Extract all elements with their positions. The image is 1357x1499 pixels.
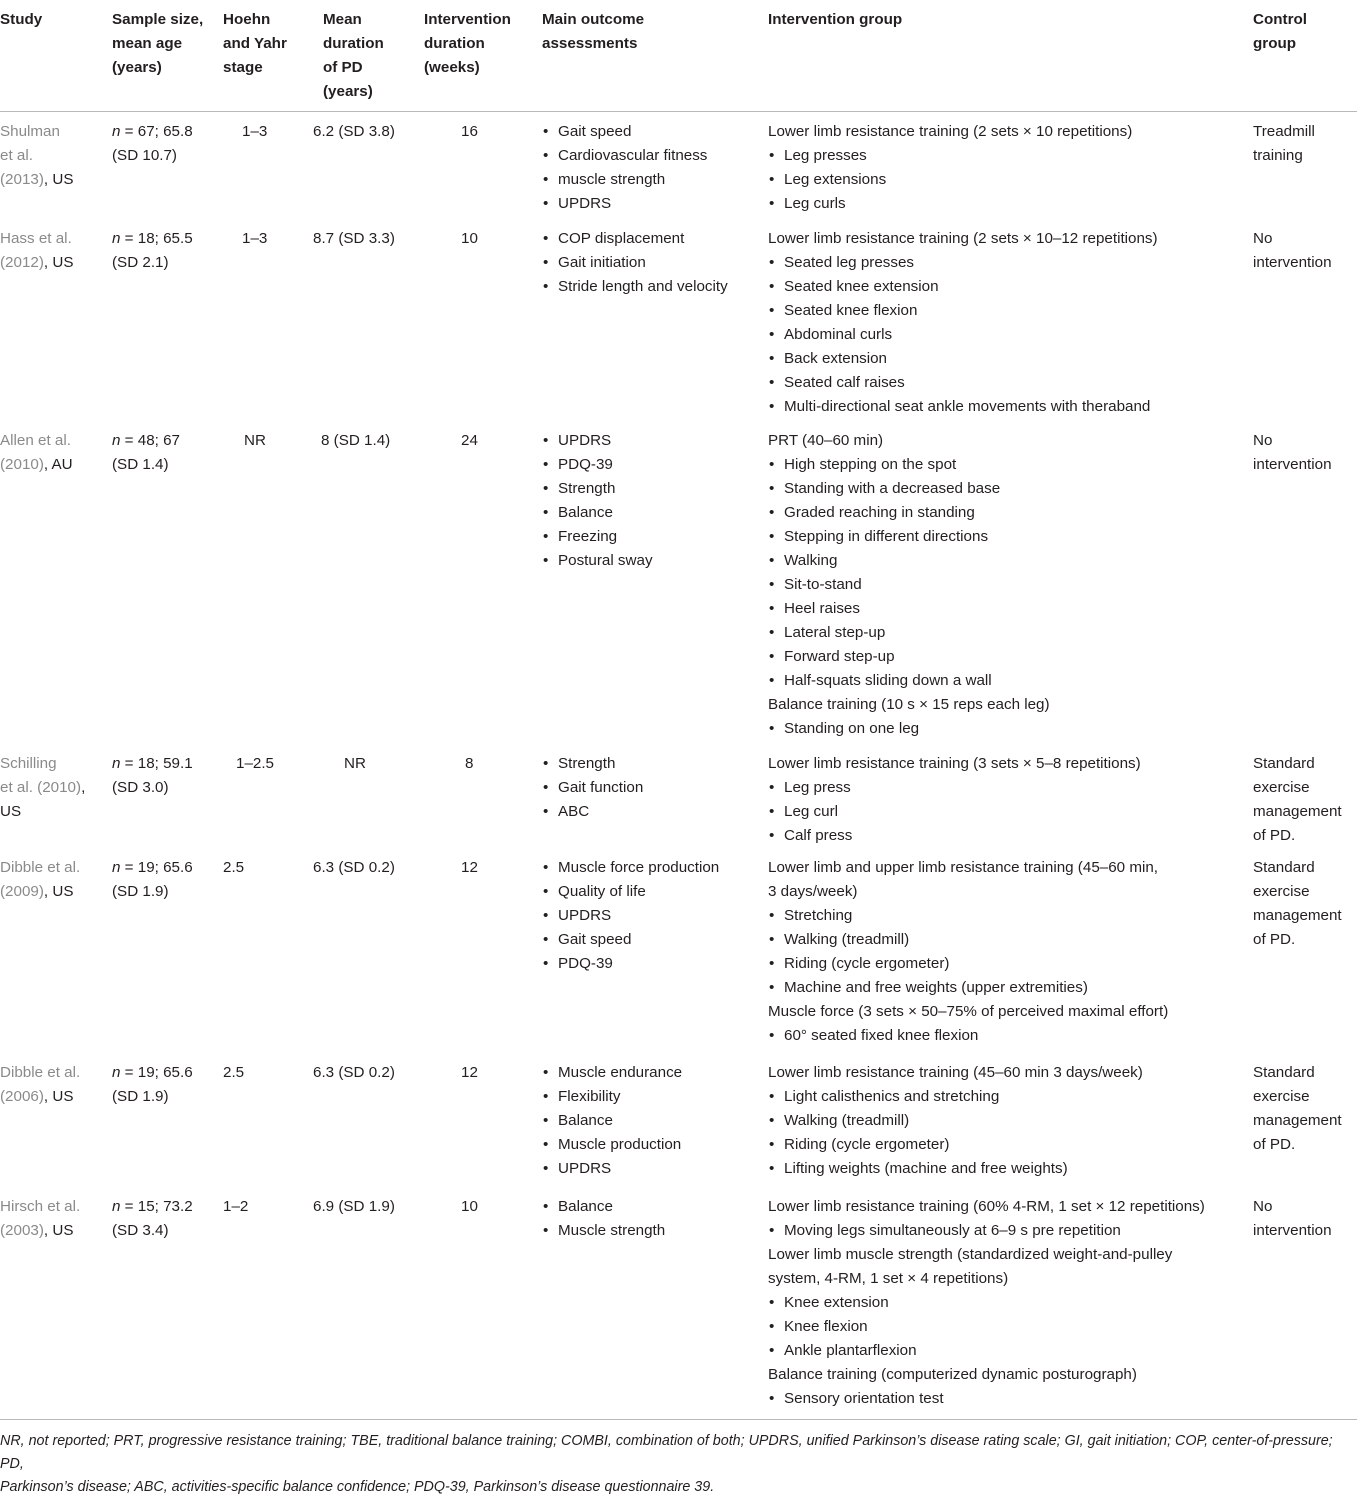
control-line: No [1253,432,1273,449]
intervention-cell [768,1061,1143,1181]
intervention-list [768,1024,1168,1048]
header-hoehn-yahr: Hoehn and Yahr stage [223,11,287,76]
control-line: exercise [1253,883,1310,900]
outcomes-list [542,120,707,216]
study-line [0,453,73,477]
duration-pd-cell: 6.3 (SD 0.2) [313,1064,395,1081]
outcomes-cell [542,429,653,573]
intervention-weeks-cell: 12 [461,859,478,876]
study-reference[interactable]: (2012) [0,254,44,271]
intervention-item: • Sit-to-stand [768,573,1050,597]
intervention-list [768,717,1050,741]
intervention-cell [768,120,1132,216]
sample-cell [112,1195,193,1243]
intervention-item: • Walking (treadmill) [768,1109,1143,1133]
sample-line [112,856,193,880]
intervention-item: • Leg curls [768,192,1132,216]
study-reference[interactable]: Hass et al. [0,230,72,247]
header-control-group: Control group [1253,11,1307,52]
header-outcomes: Main outcome assessments [542,11,645,52]
intervention-item: • Walking [768,549,1050,573]
sample-sd: (SD 1.4) [112,456,169,473]
duration-pd-cell: 8 (SD 1.4) [321,432,391,449]
outcomes-list [542,429,653,573]
intervention-list [768,251,1158,419]
intervention-item: • Lifting weights (machine and free weights) [768,1157,1143,1181]
intervention-item: • Leg presses [768,144,1132,168]
intervention-heading: Balance training (computerized dynamic posturograph) [768,1366,1137,1383]
outcomes-cell [542,856,719,976]
intervention-weeks-cell: 10 [461,1198,478,1215]
intervention-item: • Graded reaching in standing [768,501,1050,525]
control-line: of PD. [1253,931,1296,948]
header-intervention-group: Intervention group [768,11,903,28]
control-cell [1253,856,1342,952]
control-cell [1253,429,1332,477]
intervention-item: • Riding (cycle ergometer) [768,1133,1143,1157]
control-line: No [1253,1198,1273,1215]
intervention-item: • Stretching [768,904,1168,928]
footnote-line-2: Parkinson’s disease; ABC, activities-specific balance confidence; PDQ-39, Parkinson’s disease questionnaire 39. [0,1479,715,1495]
intervention-heading-cont: system, 4-RM, 1 set × 4 repetitions) [768,1270,1009,1287]
study-line [0,1195,80,1219]
study-country: , US [43,254,74,271]
intervention-weeks-cell: 8 [465,755,474,772]
study-reference[interactable]: (2010) [0,456,44,473]
study-line [0,776,85,800]
intervention-item: • Machine and free weights (upper extremities) [768,976,1168,1000]
intervention-list [768,144,1132,216]
control-line: of PD. [1253,1136,1296,1153]
intervention-heading: Lower limb resistance training (2 sets × 10–12 repetitions) [768,230,1158,247]
study-reference[interactable]: Shulman [0,123,60,140]
sample-n-label: n [112,1064,121,1081]
intervention-item: • Ankle plantarflexion [768,1339,1205,1363]
sample-sd: (SD 3.4) [112,1222,169,1239]
sample-size-age: = 48; 67 [120,432,180,449]
control-line: training [1253,147,1303,164]
intervention-cell [768,856,1168,1048]
study-line [0,120,73,144]
intervention-heading: Lower limb resistance training (60% 4-RM, 1 set × 12 repetitions) [768,1198,1205,1215]
outcome-item: • Balance [542,501,653,525]
control-cell [1253,120,1315,168]
study-reference[interactable]: Allen et al. [0,432,71,449]
intervention-item: • Leg press [768,776,1141,800]
outcomes-list [542,752,643,824]
intervention-item: • Seated knee extension [768,275,1158,299]
sample-size-age: = 67; 65.8 [120,123,193,140]
control-line: management [1253,907,1342,924]
outcome-item: • COP displacement [542,227,728,251]
intervention-heading: Lower limb muscle strength (standardized weight-and-pulley [768,1246,1173,1263]
study-line [0,752,85,776]
outcomes-list [542,1195,665,1243]
duration-pd-cell: 6.2 (SD 3.8) [313,123,395,140]
intervention-item: • Abdominal curls [768,323,1158,347]
sample-n-label: n [112,755,121,772]
intervention-list [768,1085,1143,1181]
intervention-list [768,1387,1205,1411]
outcome-item: • Strength [542,752,643,776]
intervention-item: • Leg curl [768,800,1141,824]
outcome-item: • Gait speed [542,120,707,144]
outcome-item: • Balance [542,1109,682,1133]
sample-line [112,227,193,251]
sample-size-age: = 19; 65.6 [120,859,193,876]
duration-pd-cell: NR [344,755,366,772]
sample-cell [112,1061,193,1109]
intervention-list [768,1219,1205,1243]
intervention-cell [768,429,1050,741]
study-country: , US [43,1088,74,1105]
intervention-cell [768,227,1158,419]
hoehn-yahr-cell: 1–3 [242,230,268,247]
control-line: of PD. [1253,827,1296,844]
intervention-heading: Balance training (10 s × 15 reps each leg) [768,696,1050,713]
intervention-item: • Moving legs simultaneously at 6–9 s pre repetition [768,1219,1205,1243]
intervention-heading: Muscle force (3 sets × 50–75% of perceived maximal effort) [768,1003,1169,1020]
outcomes-cell [542,227,728,299]
intervention-item: • Standing on one leg [768,717,1050,741]
intervention-item: • Standing with a decreased base [768,477,1050,501]
hoehn-yahr-cell: 1–3 [242,123,268,140]
sample-sd: (SD 1.9) [112,883,169,900]
intervention-item: • Riding (cycle ergometer) [768,952,1168,976]
sample-line [112,120,193,144]
outcome-item: • UPDRS [542,429,653,453]
sample-n-label: n [112,432,121,449]
outcome-item: • UPDRS [542,192,707,216]
study-reference[interactable]: et al. [0,147,33,164]
sample-cell [112,752,193,800]
sample-size-age: = 19; 65.6 [120,1064,193,1081]
outcome-item: • Balance [542,1195,665,1219]
header-sample: Sample size, mean age (years) [112,11,204,76]
sample-cell [112,227,193,275]
outcomes-list [542,227,728,299]
sample-sd: (SD 3.0) [112,779,169,796]
intervention-item: • Leg extensions [768,168,1132,192]
intervention-weeks-cell: 10 [461,230,478,247]
header-duration-pd: Mean duration of PD (years) [323,11,384,100]
study-cell [0,429,73,477]
outcomes-cell [542,1195,665,1243]
study-cell [0,856,80,904]
outcome-item: • Flexibility [542,1085,682,1109]
intervention-item: • Heel raises [768,597,1050,621]
sample-sd: (SD 1.9) [112,1088,169,1105]
outcome-item: • Muscle strength [542,1219,665,1243]
study-reference[interactable]: Schilling [0,755,57,772]
study-reference[interactable]: Dibble et al. [0,1064,81,1081]
study-line [0,251,73,275]
outcome-item: • Quality of life [542,880,719,904]
intervention-heading: Lower limb resistance training (3 sets × 5–8 repetitions) [768,755,1141,772]
intervention-heading: PRT (40–60 min) [768,432,884,449]
intervention-item: • Sensory orientation test [768,1387,1205,1411]
control-cell [1253,1195,1332,1243]
outcome-item: • PDQ-39 [542,453,653,477]
intervention-item: • Walking (treadmill) [768,928,1168,952]
outcome-item: • Freezing [542,525,653,549]
intervention-weeks-cell: 12 [461,1064,478,1081]
sample-line [112,1061,193,1085]
sample-line [112,1195,193,1219]
study-reference[interactable]: (2003) [0,1222,44,1239]
hoehn-yahr-cell: 1–2 [223,1198,249,1215]
outcome-item: • Gait speed [542,928,719,952]
outcomes-cell [542,1061,682,1181]
intervention-item: • Seated knee flexion [768,299,1158,323]
intervention-item: • Stepping in different directions [768,525,1050,549]
intervention-item: • High stepping on the spot [768,453,1050,477]
intervention-cell [768,1195,1205,1411]
outcome-item: • UPDRS [542,904,719,928]
footnote-line-1: NR, not reported; PRT, progressive resistance training; TBE, traditional balance training; COMBI, combination of both; UPDRS, unified Parkinson’s disease rating scale; GI, gait initiation; COP, center-of-pressure; PD, [0,1433,1333,1472]
outcome-item: • Gait initiation [542,251,728,275]
intervention-item: • Knee flexion [768,1315,1205,1339]
study-country: , [81,779,86,796]
sample-n-label: n [112,1198,121,1215]
hoehn-yahr-cell: 2.5 [223,859,245,876]
study-line [0,227,73,251]
intervention-item: • 60° seated fixed knee flexion [768,1024,1168,1048]
study-line [0,1061,80,1085]
study-reference[interactable]: (2013) [0,171,44,188]
intervention-list [768,453,1050,693]
control-line: No [1253,230,1273,247]
control-cell [1253,227,1332,275]
outcome-item: • ABC [542,800,643,824]
intervention-heading: Lower limb resistance training (2 sets × 10 repetitions) [768,123,1133,140]
study-country: , US [43,171,74,188]
study-line [0,1085,80,1109]
intervention-heading-cont: 3 days/week) [768,883,858,900]
intervention-list [768,904,1168,1000]
sample-cell [112,429,180,477]
control-line: Treadmill [1253,123,1315,140]
intervention-item: • Seated calf raises [768,371,1158,395]
intervention-list [768,776,1141,848]
sample-size-age: = 18; 65.5 [120,230,193,247]
intervention-weeks-cell: 24 [461,432,478,449]
intervention-item: • Multi-directional seat ankle movements with theraband [768,395,1158,419]
outcome-item: • Muscle production [542,1133,682,1157]
outcome-item: • muscle strength [542,168,707,192]
control-line: Standard [1253,755,1315,772]
intervention-list [768,1291,1205,1363]
study-country: US [0,803,22,820]
intervention-heading: Lower limb and upper limb resistance training (45–60 min, [768,859,1159,876]
header-study: Study [0,11,43,28]
study-country: , AU [43,456,73,473]
outcome-item: • Postural sway [542,549,653,573]
sample-size-age: = 18; 59.1 [120,755,193,772]
intervention-item: • Forward step-up [768,645,1050,669]
study-line [0,880,80,904]
intervention-item: • Light calisthenics and stretching [768,1085,1143,1109]
duration-pd-cell: 6.3 (SD 0.2) [313,859,395,876]
sample-n-label: n [112,859,121,876]
outcomes-list [542,1061,682,1181]
sample-n-label: n [112,123,121,140]
outcome-item: • Gait function [542,776,643,800]
footer-rule [0,1419,1357,1420]
intervention-cell [768,752,1141,848]
sample-size-age: = 15; 73.2 [120,1198,193,1215]
control-line: management [1253,1112,1342,1129]
intervention-heading: Lower limb resistance training (45–60 min 3 days/week) [768,1064,1143,1081]
outcomes-cell [542,752,643,824]
control-cell [1253,1061,1342,1157]
control-line: intervention [1253,456,1332,473]
control-line: intervention [1253,1222,1332,1239]
outcome-item: • Strength [542,477,653,501]
study-line [0,144,73,168]
sample-sd: (SD 10.7) [112,147,177,164]
control-line: Standard [1253,1064,1315,1081]
outcome-item: • Cardiovascular fitness [542,144,707,168]
study-country: , US [43,1222,74,1239]
footnote [0,1430,1357,1499]
intervention-item: • Seated leg presses [768,251,1158,275]
study-line [0,168,73,192]
control-line: exercise [1253,779,1310,796]
outcome-item: • Muscle endurance [542,1061,682,1085]
duration-pd-cell: 8.7 (SD 3.3) [313,230,395,247]
outcome-item: • UPDRS [542,1157,682,1181]
control-line: Standard [1253,859,1315,876]
duration-pd-cell: 6.9 (SD 1.9) [313,1198,395,1215]
study-line [0,429,73,453]
study-line [0,1219,80,1243]
intervention-item: • Half-squats sliding down a wall [768,669,1050,693]
intervention-item: • Back extension [768,347,1158,371]
study-cell [0,227,73,275]
outcomes-list [542,856,719,976]
study-reference[interactable]: (2006) [0,1088,44,1105]
sample-cell [112,120,193,168]
outcomes-cell [542,120,707,216]
study-cell [0,120,73,192]
intervention-weeks-cell: 16 [461,123,478,140]
header-intervention-duration: Intervention duration (weeks) [424,11,511,76]
study-reference[interactable]: et al. (2010) [0,779,82,796]
outcome-item: • PDQ-39 [542,952,719,976]
control-line: exercise [1253,1088,1310,1105]
sample-line [112,752,193,776]
control-line: management [1253,803,1342,820]
study-line [0,856,80,880]
study-reference[interactable]: (2009) [0,883,44,900]
outcome-item: • Stride length and velocity [542,275,728,299]
study-reference[interactable]: Dibble et al. [0,859,81,876]
hoehn-yahr-cell: 2.5 [223,1064,245,1081]
intervention-item: • Calf press [768,824,1141,848]
sample-sd: (SD 2.1) [112,254,169,271]
control-line: intervention [1253,254,1332,271]
study-cell [0,752,85,824]
control-cell [1253,752,1342,848]
hoehn-yahr-cell: 1–2.5 [236,755,275,772]
sample-n-label: n [112,230,121,247]
study-reference[interactable]: Hirsch et al. [0,1198,81,1215]
sample-line [112,429,180,453]
intervention-item: • Knee extension [768,1291,1205,1315]
study-cell [0,1195,80,1243]
header-rule [0,111,1357,112]
intervention-item: • Lateral step-up [768,621,1050,645]
sample-cell [112,856,193,904]
outcome-item: • Muscle force production [542,856,719,880]
hoehn-yahr-cell: NR [244,432,266,449]
study-cell [0,1061,80,1109]
study-country: , US [43,883,74,900]
